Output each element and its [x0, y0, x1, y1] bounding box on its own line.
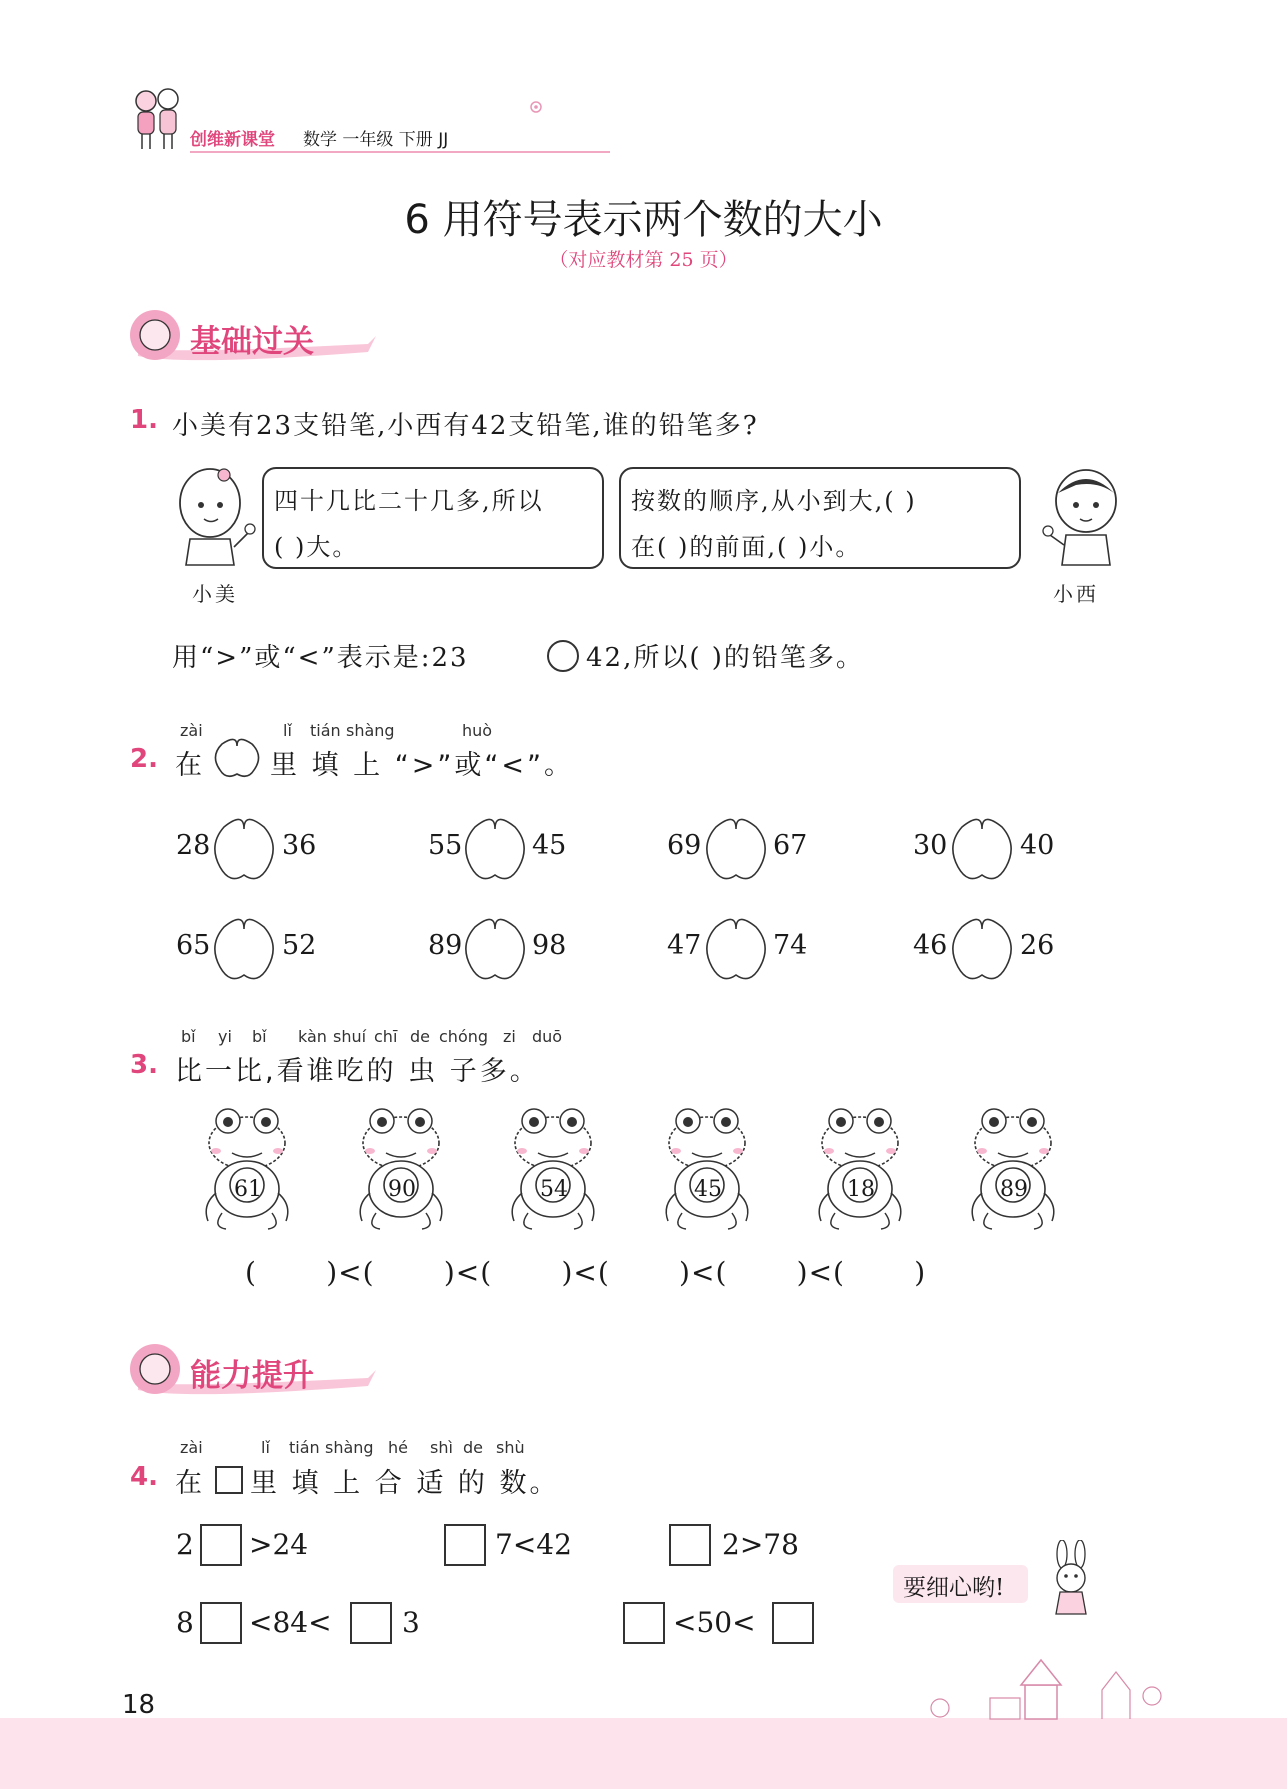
apple-blank-r1c4[interactable]	[953, 819, 1011, 878]
q2-pinyin-zai: zài	[180, 721, 203, 740]
q4-pinyin-shi: shì	[430, 1438, 453, 1457]
q3-pinyin-chong: chóng	[439, 1027, 489, 1046]
q4-b-blank[interactable]	[444, 1524, 486, 1566]
q4-d-digit: 8	[176, 1606, 194, 1639]
subject-label: 数学 一年级 下册 JJ	[303, 130, 449, 150]
textbook-reference: （对应教材第 25 页）	[549, 249, 738, 271]
q2-pinyin-shang: shàng	[346, 721, 395, 740]
speech-bubble-right	[619, 467, 1021, 569]
q4-e-middle: <50<	[673, 1606, 756, 1639]
frogs-drawing	[0, 1105, 1287, 1235]
frog-4-icon	[666, 1109, 748, 1229]
q3-pinyin-duo: duō	[532, 1027, 563, 1046]
frog-6-number: 89	[1000, 1177, 1028, 1202]
q4-a-rest: >24	[249, 1528, 309, 1561]
q3-pinyin-bi1: bǐ	[181, 1027, 196, 1046]
q4-pinyin-shu: shù	[496, 1438, 525, 1457]
brand-name: 创维新课堂	[190, 130, 275, 150]
frog-2-icon	[360, 1109, 442, 1229]
apple-shape-icon	[210, 734, 264, 782]
q4-d-middle: <84<	[249, 1606, 332, 1639]
xiaomei-girl-icon	[168, 463, 258, 573]
q2-r2c3-left: 47	[667, 930, 702, 961]
q4-d-blank-2[interactable]	[350, 1602, 392, 1644]
frog-3-icon	[512, 1109, 594, 1229]
q2-number: 2.	[130, 744, 158, 774]
apple-blank-r2c4[interactable]	[953, 919, 1011, 978]
q2-r1c3-left: 69	[667, 830, 702, 861]
apple-blank-r2c1[interactable]	[215, 919, 273, 978]
q1-text: 小美有23支铅笔,小西有42支铅笔,谁的铅笔多?	[172, 411, 759, 441]
frog-2-number: 90	[388, 1177, 416, 1202]
q3-pinyin-bi2: bǐ	[252, 1027, 267, 1046]
q3-text: 比一比,看谁吃的 虫 子多。	[175, 1056, 540, 1087]
apple-blank-r1c3[interactable]	[707, 819, 765, 878]
bubble-left-line2: ( )大。	[274, 533, 359, 561]
q3-pinyin-kan: kàn	[298, 1027, 327, 1046]
section-advanced-banner	[128, 1342, 388, 1398]
q2-r2c4-left: 46	[913, 930, 948, 961]
q2-r2c2-right: 98	[532, 930, 567, 961]
q4-text-after: 里 填 上 合 适 的 数。	[250, 1468, 560, 1499]
tip-text: 要细心哟!	[903, 1575, 1005, 1601]
q2-r1c1-left: 28	[176, 830, 211, 861]
q2-r2c3-right: 74	[773, 930, 808, 961]
frog-5-icon	[819, 1109, 901, 1229]
q2-r1c4-left: 30	[913, 830, 948, 861]
section-basic-banner	[128, 308, 388, 364]
q4-text-before: 在	[175, 1468, 205, 1499]
q2-pinyin-tian: tián	[310, 721, 341, 740]
q2-r1c4-right: 40	[1020, 830, 1055, 861]
q4-pinyin-he: hé	[388, 1438, 408, 1457]
q2-r2c1-left: 65	[176, 930, 211, 961]
frog-6-icon	[972, 1109, 1054, 1229]
q4-pinyin-zai: zài	[180, 1438, 203, 1457]
footer-band	[0, 1718, 1287, 1789]
q4-pinyin-tian: tián	[289, 1438, 320, 1457]
q3-answer-row[interactable]: ( )<( )<( )<( )<( )<( )	[245, 1256, 927, 1289]
q3-pinyin-yi: yi	[218, 1027, 232, 1046]
frog-1-number: 61	[234, 1177, 262, 1202]
header-divider	[190, 151, 610, 153]
lesson-title: 6 用符号表示两个数的大小	[404, 197, 883, 243]
q4-c-rest: 2>78	[722, 1528, 799, 1561]
square-symbol-icon	[215, 1466, 243, 1494]
q2-text-before: 在	[175, 750, 205, 781]
q2-pinyin-li: lǐ	[283, 721, 292, 740]
q4-number: 4.	[130, 1462, 158, 1492]
q3-pinyin-chi: chī	[374, 1027, 398, 1046]
q2-text-after: 里 填 上 “>”或“<”。	[270, 750, 574, 781]
apple-blank-r1c1[interactable]	[215, 819, 273, 878]
q2-r2c2-left: 89	[428, 930, 463, 961]
q2-r1c3-right: 67	[773, 830, 808, 861]
q1-answer-prefix: 用“>”或“<”表示是:23	[172, 643, 469, 673]
q4-a-blank[interactable]	[200, 1524, 242, 1566]
frog-4-number: 45	[694, 1177, 722, 1202]
q2-r1c2-left: 55	[428, 830, 463, 861]
q1-answer-suffix: 42,所以( )的铅笔多。	[586, 643, 864, 673]
tip-badge	[893, 1565, 1028, 1603]
q4-a-digit: 2	[176, 1528, 194, 1561]
frog-1-icon	[206, 1109, 288, 1229]
q2-pinyin-huo: huò	[462, 721, 493, 740]
frog-3-number: 54	[540, 1177, 568, 1202]
bunny-icon	[1040, 1540, 1100, 1620]
q2-r1c1-right: 36	[282, 830, 317, 861]
q3-pinyin-de: de	[410, 1027, 430, 1046]
apple-blank-r2c3[interactable]	[707, 919, 765, 978]
name-xiaomei: 小美	[192, 582, 238, 606]
section-advanced-title: 能力提升	[190, 1358, 314, 1394]
q4-d-digit-2: 3	[402, 1606, 420, 1639]
frogs-row	[0, 1105, 1287, 1235]
bubble-right-line2: 在( )的前面,( )小。	[631, 533, 862, 561]
q4-d-blank-1[interactable]	[200, 1602, 242, 1644]
q1-number: 1.	[130, 405, 158, 435]
q4-e-blank-1[interactable]	[623, 1602, 665, 1644]
q4-pinyin-li: lǐ	[261, 1438, 270, 1457]
xiaoxi-boy-icon	[1036, 463, 1128, 573]
flower-icon	[525, 98, 547, 116]
q4-e-blank-2[interactable]	[772, 1602, 814, 1644]
castle-decoration-icon	[880, 1650, 1170, 1720]
q2-r2c1-right: 52	[282, 930, 317, 961]
page-number: 18	[122, 1690, 156, 1720]
apple-blank-r2c2[interactable]	[466, 919, 524, 978]
q2-r1c2-right: 45	[532, 830, 567, 861]
name-xiaoxi: 小西	[1053, 582, 1099, 606]
q4-pinyin-de: de	[463, 1438, 483, 1457]
q4-c-blank[interactable]	[669, 1524, 711, 1566]
frog-5-number: 18	[847, 1177, 875, 1202]
q3-number: 3.	[130, 1050, 158, 1080]
speech-bubble-left	[262, 467, 604, 569]
q2-r2c4-right: 26	[1020, 930, 1055, 961]
compare-circle[interactable]	[547, 640, 579, 672]
apple-blank-r1c2[interactable]	[466, 819, 524, 878]
section-basic-title: 基础过关	[190, 324, 314, 360]
q3-pinyin-shui: shuí	[333, 1027, 367, 1046]
q4-b-rest: 7<42	[495, 1528, 572, 1561]
bubble-right-line1: 按数的顺序,从小到大,( )	[631, 487, 917, 515]
q2-apple-blanks	[0, 800, 1287, 1000]
q3-pinyin-zi: zi	[503, 1027, 516, 1046]
page-header	[128, 85, 588, 155]
kids-logo-icon	[128, 85, 188, 153]
q4-pinyin-shang: shàng	[325, 1438, 374, 1457]
bubble-left-line1: 四十几比二十几多,所以	[274, 487, 544, 515]
